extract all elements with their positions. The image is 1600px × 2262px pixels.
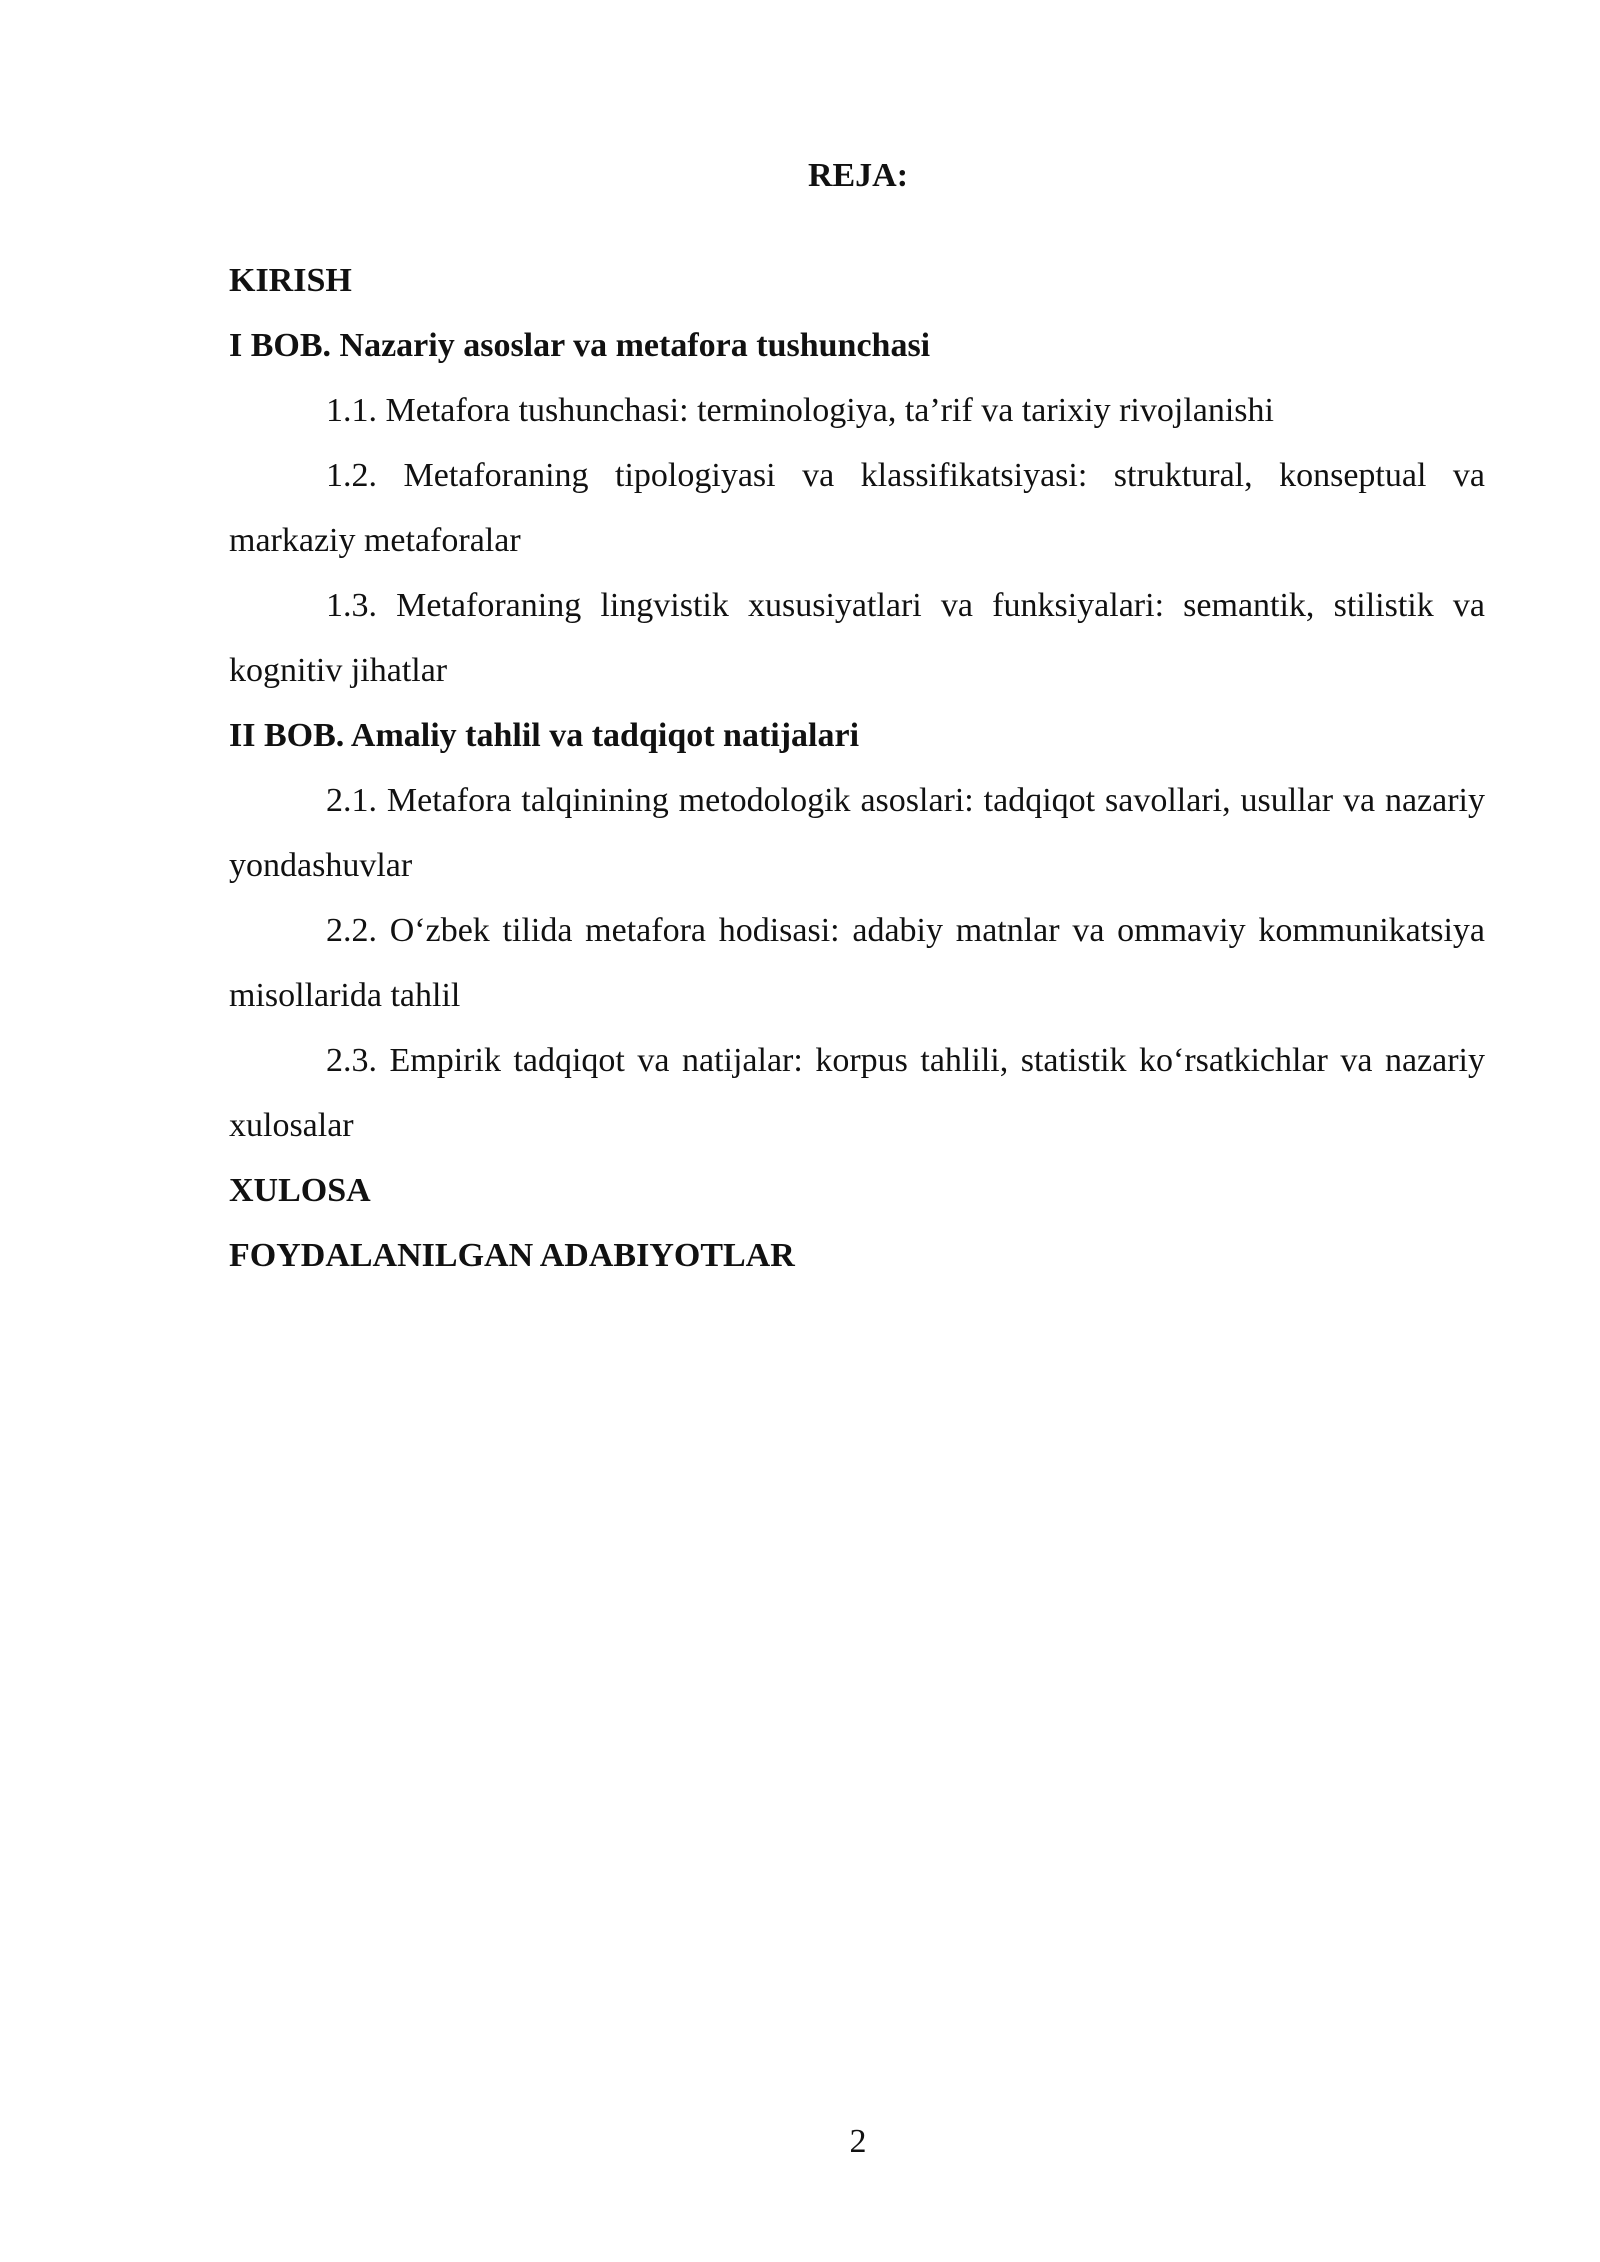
- page-number: 2: [849, 2123, 867, 2160]
- toc-chapter-1-heading: I BOB. Nazariy asoslar va metafora tushunchasi: [229, 327, 931, 364]
- toc-section-2-3: 2.3. Empirik tadqiqot va natijalar: korpus tahlili, statistik ko‘rsatkichlar va nazariy xulosalar: [229, 1042, 1485, 1144]
- table-of-contents: [229, 248, 1485, 1288]
- toc-section-2-2: 2.2. O‘zbek tilida metafora hodisasi: adabiy matnlar va ommaviy kommunikatsiya misollarida tahlil: [229, 912, 1485, 1014]
- toc-section-2-1: 2.1. Metafora talqinining metodologik asoslari: tadqiqot savollari, usullar va nazariy yondashuvlar: [229, 782, 1485, 884]
- toc-section-1-3: 1.3. Metaforaning lingvistik xususiyatlari va funksiyalari: semantik, stilistik va kognitiv jihatlar: [229, 587, 1485, 689]
- page-title: REJA:: [807, 157, 909, 194]
- toc-references: FOYDALANILGAN ADABIYOTLAR: [229, 1237, 795, 1274]
- toc-section-1-2: 1.2. Metaforaning tipologiyasi va klassifikatsiyasi: struktural, konseptual va markaziy metaforalar: [229, 457, 1485, 559]
- toc-intro: KIRISH: [229, 262, 352, 299]
- toc-conclusion: XULOSA: [229, 1172, 371, 1209]
- toc-section-1-1: 1.1. Metafora tushunchasi: terminologiya, ta’rif va tarixiy rivojlanishi: [326, 392, 1274, 429]
- toc-chapter-2-heading: II BOB. Amaliy tahlil va tadqiqot natijalari: [229, 717, 860, 754]
